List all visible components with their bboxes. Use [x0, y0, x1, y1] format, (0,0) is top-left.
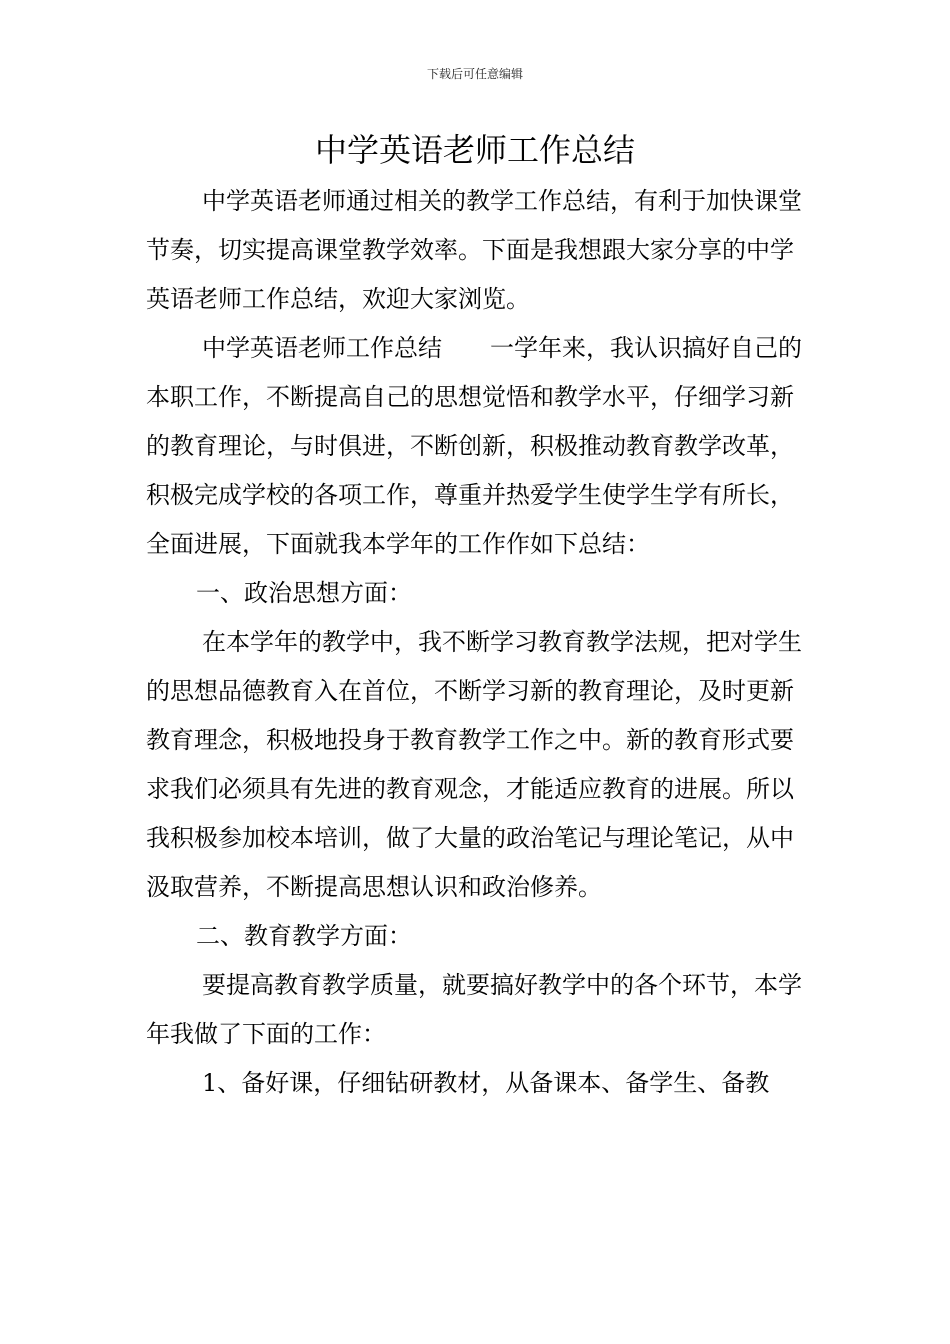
political-paragraph: 在本学年的教学中，我不断学习教育教学法规，把对学生的思想品德教育入在首位，不断学习新的教育理论，及时更新教育理念，积极地投身于教育教学工作之中。新的教育形式要求我们必须具有先进的教育观念，才能适应教育的进展。所以我积极参加校本培训，做了大量的政治笔记与理论笔记，从中汲取营养，不断提高思想认识和政治修养。 [146, 628, 802, 901]
section-heading-political: 一、政治思想方面： [196, 579, 412, 607]
section-heading-teaching: 二、教育教学方面： [196, 922, 412, 950]
teaching-paragraph: 要提高教育教学质量，就要搞好教学中的各个环节，本学年我做了下面的工作： [146, 971, 802, 1048]
intro-paragraph: 中学英语老师通过相关的教学工作总结，有利于加快课堂节奏，切实提高课堂教学效率。下面是我想跟大家分享的中学英语老师工作总结，欢迎大家浏览。 [146, 187, 802, 313]
document-title: 中学英语老师工作总结 [314, 131, 635, 169]
page-header-note: 下载后可任意编辑 [426, 67, 523, 81]
list-item-prepare-lessons: 1、备好课，仔细钻研教材，从备课本、备学生、备教 [202, 1069, 770, 1097]
summary-paragraph: 中学英语老师工作总结 一学年来，我认识搞好自己的本职工作，不断提高自己的思想觉悟和教学水平，仔细学习新的教育理论，与时俱进，不断创新，积极推动教育教学改革，积极完成学校的各项工作，尊重并热爱学生使学生学有所长，全面进展，下面就我本学年的工作作如下总结： [146, 334, 802, 558]
document-body [146, 177, 810, 1108]
